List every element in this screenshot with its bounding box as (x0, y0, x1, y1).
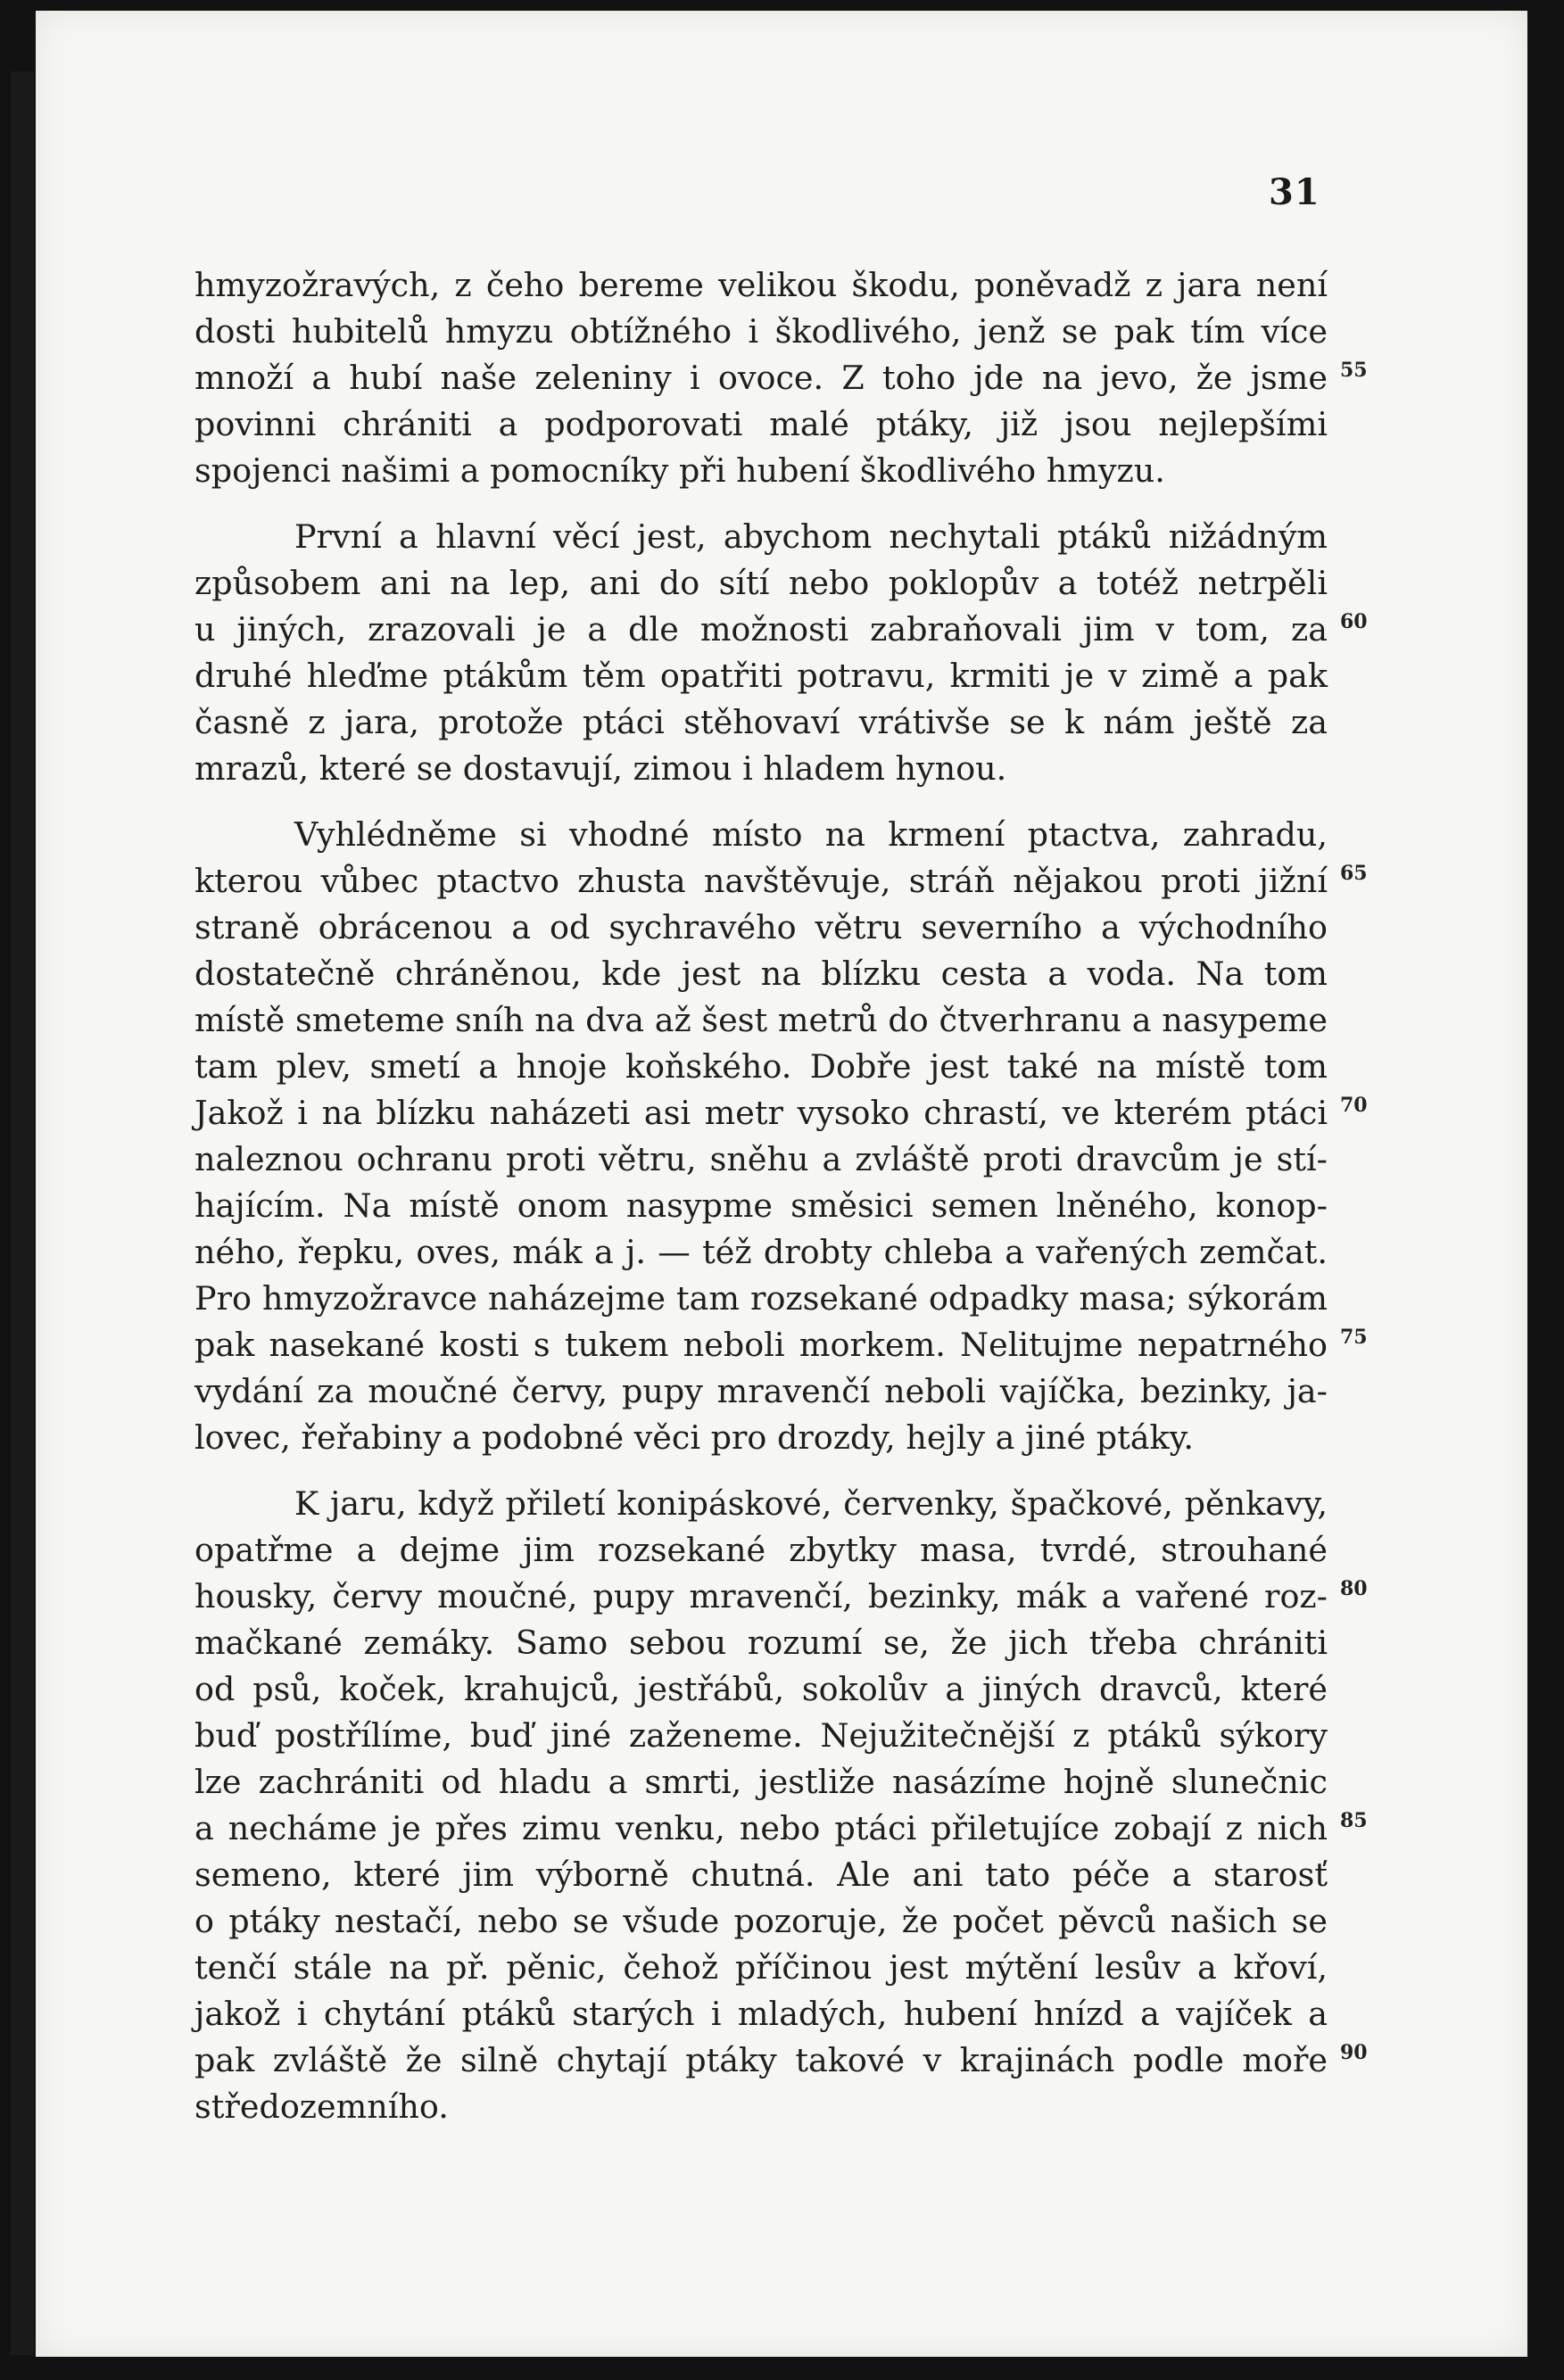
text-line: opatřme a dejme jim rozsekané zbytky masa, tvrdé, strouhané (194, 1531, 1328, 1569)
line-number-65: 65 (1340, 862, 1368, 885)
line-number-85: 85 (1340, 1809, 1368, 1832)
text-line: časně z jara, protože ptáci stěhovaví vrátivše se k nám ještě za (194, 703, 1328, 741)
text-line: tenčí stále na př. pěnic, čehož příčinou jest mýtění lesův a křoví, (194, 1948, 1328, 1987)
text-line: K jaru, když přiletí konipáskové, červenky, špačkové, pěnkavy, (294, 1484, 1328, 1523)
binding-edge (11, 71, 34, 2355)
text-line: Vyhlédněme si vhodné místo na krmení ptactva, zahradu, (294, 815, 1328, 854)
text-line: semeno, které jim výborně chutná. Ale ani tato péče a starosť (194, 1855, 1328, 1894)
text-line: pak zvláště že silně chytají ptáky takové v krajinách podle moře (194, 2041, 1328, 2079)
text-line: o ptáky nestačí, nebo se všude pozoruje, že počet pěvců našich se (194, 1902, 1328, 1940)
text-line: hajícím. Na místě onom nasypme směsici semen lněného, konop- (194, 1186, 1328, 1225)
text-line: mačkané zemáky. Samo sebou rozumí se, že jich třeba chrániti (194, 1624, 1328, 1662)
text-line: vydání za moučné červy, pupy mravenčí neboli vajíčka, bezinky, ja- (194, 1372, 1328, 1410)
line-number-80: 80 (1340, 1577, 1368, 1600)
text-line: ného, řepku, oves, mák a j. — též drobty chleba a vařených zemčat. (194, 1233, 1328, 1271)
text-line: První a hlavní věcí jest, abychom nechytali ptáků nižádným (294, 517, 1328, 556)
text-line: lze zachrániti od hladu a smrti, jestliže nasázíme hojně slunečnic (194, 1763, 1328, 1801)
paragraph-3 (194, 812, 1328, 1461)
text-line: středozemního. (194, 2087, 449, 2126)
line-number-70: 70 (1340, 1094, 1368, 1117)
book-page (36, 11, 1527, 2357)
text-line: Jakož i na blízku naházeti asi metr vysoko chrastí, ve kterém ptáci (194, 1094, 1328, 1132)
line-number-75: 75 (1340, 1326, 1368, 1349)
text-line: pak nasekané kosti s tukem neboli morkem. Nelitujme nepatrného (194, 1326, 1328, 1364)
text-line: místě smeteme sníh na dva až šest metrů do čtverhranu a nasypeme (194, 1001, 1328, 1039)
text-line: straně obrácenou a od sychravého větru severního a východního (194, 908, 1328, 946)
text-line: spojenci našimi a pomocníky při hubení škodlivého hmyzu. (194, 451, 1165, 490)
text-line: a necháme je přes zimu venku, nebo ptáci přiletujíce zobají z nich (194, 1809, 1328, 1847)
paragraph-1 (194, 262, 1328, 494)
line-number-90: 90 (1340, 2041, 1368, 2064)
text-line: povinni chrániti a podporovati malé ptáky, již jsou nejlepšími (194, 405, 1328, 443)
text-line: lovec, řeřabiny a podobné věci pro drozdy, hejly a jiné ptáky. (194, 1418, 1195, 1457)
text-line: druhé hleďme ptákům těm opatřiti potravu, krmiti je v zimě a pak (194, 657, 1328, 695)
text-line: kterou vůbec ptactvo zhusta navštěvuje, stráň nějakou proti jižní (194, 862, 1328, 900)
page-text (194, 262, 1328, 2150)
paragraph-2 (194, 514, 1328, 792)
paragraph-4 (194, 1481, 1328, 2130)
text-line: hmyzožravých, z čeho bereme velikou škodu, poněvadž z jara není (194, 266, 1328, 304)
text-line: buď postřílíme, buď jiné zaženeme. Nejužitečnější z ptáků sýkory (194, 1716, 1328, 1755)
text-line: jakož i chytání ptáků starých i mladých, hubení hnízd a vajíček a (194, 1995, 1328, 2033)
line-number-60: 60 (1340, 610, 1368, 633)
page-number: 31 (1269, 171, 1320, 213)
text-line: množí a hubí naše zeleniny i ovoce. Z toho jde na jevo, že jsme (194, 359, 1328, 397)
text-line: naleznou ochranu proti větru, sněhu a zvláště proti dravcům je stí- (194, 1140, 1328, 1178)
text-line: dosti hubitelů hmyzu obtížného i škodlivého, jenž se pak tím více (194, 312, 1328, 351)
text-line: housky, červy moučné, pupy mravenčí, bezinky, mák a vařené roz- (194, 1577, 1328, 1616)
text-line: způsobem ani na lep, ani do sítí nebo poklopův a totéž netrpěli (194, 564, 1328, 602)
text-line: dostatečně chráněnou, kde jest na blízku cesta a voda. Na tom (194, 954, 1328, 993)
text-line: Pro hmyzožravce naházejme tam rozsekané odpadky masa; sýkorám (194, 1279, 1328, 1318)
text-line: mrazů, které se dostavují, zimou i hladem hynou. (194, 749, 1007, 788)
text-line: u jiných, zrazovali je a dle možnosti zabraňovali jim v tom, za (194, 610, 1328, 649)
line-number-55: 55 (1340, 359, 1368, 382)
text-line: od psů, koček, krahujců, jestřábů, sokolův a jiných dravců, které (194, 1670, 1328, 1708)
text-line: tam plev, smetí a hnoje koňského. Dobře jest také na místě tom (194, 1047, 1328, 1086)
